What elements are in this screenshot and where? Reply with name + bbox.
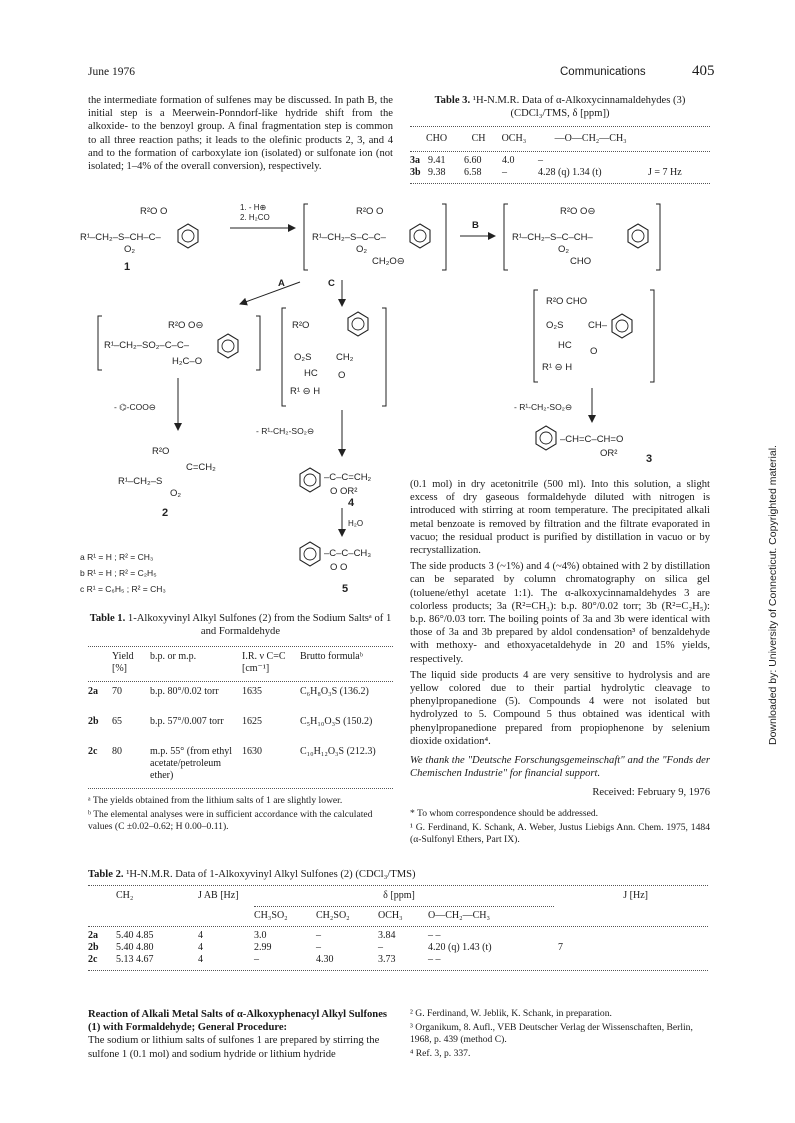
- references: [410, 1008, 710, 1060]
- table-row: 2a 5.40 4.85 4 3.0 – 3.84 – –: [88, 930, 441, 941]
- svg-text:O: O: [338, 370, 346, 381]
- svg-text:–C–C=CH₂: –C–C=CH₂: [324, 472, 372, 483]
- loss-sulfinate: - R¹-CH₂-SO₂⊖: [514, 402, 573, 412]
- procedure-body: The sodium or lithium salts of sulfones 1 are prepared by stirring the sulfone 1 (0.1 mol) and sodium hydride or lithium hydride: [88, 1035, 380, 1060]
- svg-text:O₂: O₂: [124, 244, 136, 255]
- table3-header-row: [410, 133, 710, 145]
- reference-4: ⁴ Ref. 3, p. 337.: [410, 1048, 471, 1059]
- compound4-label: 4: [348, 497, 355, 509]
- svg-text:HC: HC: [304, 368, 318, 379]
- compound1-formula: R¹–CH₂–S–CH–C–: [80, 232, 161, 243]
- header-section: Communications: [560, 66, 646, 78]
- table-row: 2b 65 b.p. 57°/0.007 torr 1625 C₅H₁₀O₃S (150.2): [88, 716, 373, 727]
- table2-subheader: OCH₃: [378, 910, 403, 921]
- svg-text:1. - H⊕: 1. - H⊕: [240, 203, 267, 212]
- table3: [410, 94, 710, 184]
- path-b-label: B: [472, 220, 479, 231]
- svg-text:C=CH₂: C=CH₂: [186, 462, 216, 473]
- svg-text:R¹–CH₂–S–C–CH–: R¹–CH₂–S–C–CH–: [512, 232, 593, 243]
- table2: [88, 868, 708, 971]
- benzene-ring-icon: [536, 426, 556, 450]
- path-a-label: A: [278, 278, 285, 289]
- svg-text:R¹ ⊖ H: R¹ ⊖ H: [542, 362, 573, 373]
- compound2-label: 2: [162, 507, 169, 519]
- benzene-ring-icon: [300, 468, 320, 492]
- substituent-a: a R¹ = H ; R² = CH₃: [80, 552, 154, 562]
- svg-text:H₂C–O: H₂C–O: [172, 356, 203, 367]
- svg-text:R¹ ⊖ H: R¹ ⊖ H: [290, 386, 321, 397]
- svg-text:R²O O⊖: R²O O⊖: [168, 320, 204, 331]
- table3-caption: ¹H-N.M.R. Data of α-Alkoxycinnamaldehydes (3) (CDCl₃/TMS, δ [ppm]): [472, 95, 686, 119]
- header-date: June 1976: [88, 66, 135, 78]
- scheme-lower: [80, 538, 410, 600]
- table2-sub-header-row: [88, 910, 648, 922]
- svg-text:O OR²: O OR²: [330, 486, 358, 497]
- procedure-title: Reaction of Alkali Metal Salts of α-Alkoxyphenacyl Alkyl Sulfones (1) with Formaldehyde; General Procedure:: [88, 1009, 388, 1034]
- table1-header: Yield [%]: [112, 651, 134, 674]
- reference-1: ¹ G. Ferdinand, K. Schank, A. Weber, Justus Liebigs Ann. Chem. 1975, 1484 (α-Sulfonyl Ethers, Part IX).: [410, 821, 710, 845]
- table3-header: OCH₃: [501, 133, 527, 144]
- compound5-label: 5: [342, 583, 349, 595]
- table1-header-row: [88, 651, 393, 675]
- reference-3: ³ Organikum, 8. Aufl., VEB Deutscher Verlag der Wissenschaften, Berlin, 1968, p. 439 (method C).: [410, 1022, 693, 1045]
- table3-header: CHO: [426, 133, 448, 144]
- svg-text:R²O: R²O: [152, 446, 170, 457]
- svg-text:R²O O: R²O O: [356, 206, 384, 217]
- loss-benzoate: - ⌬-COO⊖: [114, 402, 156, 412]
- table1-header: b.p. or m.p.: [150, 651, 197, 662]
- table1-header: I.R. ν C=C [cm⁻¹]: [242, 651, 286, 674]
- svg-text:R¹–CH₂–SO₂–C–C–: R¹–CH₂–SO₂–C–C–: [104, 340, 189, 351]
- svg-text:R²O O: R²O O: [140, 206, 168, 217]
- table3-grid: [410, 133, 710, 145]
- table-row: 2a 70 b.p. 80°/0.02 torr 1635 C₆H₈O₃S (136.2): [88, 686, 369, 697]
- svg-text:OR²: OR²: [600, 448, 618, 459]
- compound3-label: 3: [646, 453, 653, 465]
- table-row: 2c 80 m.p. 55° (from ethyl acetate/petroleum ether) 1630 C₁₀H₁₂O₃S (212.3): [88, 746, 376, 781]
- water-label: H₂O: [348, 519, 364, 528]
- svg-text:O₂S: O₂S: [294, 352, 312, 363]
- table3-header: CH: [471, 133, 486, 144]
- table2-label: Table 2.: [88, 869, 124, 880]
- table1-footnote-a: ᵃ The yields obtained from the lithium salts of 1 are slightly lower.: [88, 795, 343, 806]
- download-notice: Downloaded by: University of Connecticut. Copyrighted material.: [767, 445, 779, 745]
- paragraph: The side products 3 (~1%) and 4 (~4%) obtained with 2 by distillation can be separated by column chromatography on silica gel (toluene/ethyl acetate 1:1). The α-alkoxycinnamaldehydes 3 are colorless products; 3a (R²=CH₃): b.p. 80°/0.02 torr; 3b (R²=C₂H₅): b.p. 86°/0.03 torr. The boiling points of 3a and 3b were identical with those of 3a and 3b prepared by aldol condensation³ of benzaldehyde with methoxy- and ethoxyacetaldehyde in 20 and 15% yields, respectively.: [410, 561, 710, 665]
- table3-label: Table 3.: [434, 95, 471, 106]
- svg-text:CHO: CHO: [570, 256, 592, 267]
- svg-text:O₂: O₂: [558, 244, 570, 255]
- table1: [88, 612, 393, 833]
- intro-paragraph: the intermediate formation of sulfenes may be discussed. In path B, the initial step is a Meerwein-Ponndorf-like hydride shift from the alkoxide- to the benzoyl group. A final fragmentation step is common to all three reaction paths; it leads to the olefinic products 2, 3, and 4 and to the formation of carboxylate ion (isolated) or sulfonate ion (not isolated; 1–4% of the overall conversion), respectively.: [88, 95, 393, 173]
- benzene-ring-icon: [410, 224, 430, 248]
- benzene-ring-icon: [218, 334, 238, 358]
- table2-caption: ¹H-N.M.R. Data of 1-Alkoxyvinyl Alkyl Sulfones (2) (CDCl₃/TMS): [126, 869, 416, 880]
- svg-text:CH–: CH–: [588, 320, 608, 331]
- benzene-ring-icon: [612, 314, 632, 338]
- table2-group-header-row: [88, 890, 648, 902]
- paragraph: (0.1 mol) in dry acetonitrile (500 ml). Into this solution, a slight excess of dry gaseous formaldehyde diluted with nitrogen is introduced with stirring at room temperature. The precipitated alkali metal benzoate is removed by filtration and the filtrate evaporated in vacuo; the residual product is purified by distillation in vacuo or by recrystallization.: [410, 479, 710, 557]
- received-date: Received: February 9, 1976: [592, 787, 710, 799]
- compound1-label: 1: [124, 261, 131, 273]
- paragraph: The liquid side products 4 are very sensitive to hydrolysis and are yellow colored due to their partial hydrolytic cleavage to phenylpropanedione (5). Compounds 4 were not isolated but hydrolyzed to 5. Compound 5 thus obtained was identical with phenylpropanedione prepared from propiophenone by selenium dioxide oxidation⁴.: [410, 669, 710, 747]
- svg-text:2. H₂CO: 2. H₂CO: [240, 213, 270, 222]
- loss-sulfinate: - R¹-CH₂-SO₂⊖: [256, 426, 315, 436]
- svg-text:O: O: [590, 346, 598, 357]
- table2-subheader: CH₃SO₂: [254, 910, 288, 921]
- substituent-b: b R¹ = H ; R² = C₂H₅: [80, 568, 157, 578]
- table-row: 2c 5.13 4.67 4 – 4.30 3.73 – –: [88, 954, 441, 965]
- svg-text:O O: O O: [330, 562, 348, 573]
- benzene-ring-icon: [628, 224, 648, 248]
- table2-subheader: CH₂SO₂: [316, 910, 350, 921]
- benzene-ring-icon: [300, 542, 320, 566]
- svg-text:R¹–CH₂–S–C–C–: R¹–CH₂–S–C–C–: [312, 232, 386, 243]
- table3-header: —O—CH₂—CH₃: [554, 133, 627, 144]
- svg-text:CH₂: CH₂: [336, 352, 354, 363]
- table1-label: Table 1.: [89, 613, 126, 624]
- svg-text:–C–C–CH₃: –C–C–CH₃: [324, 548, 372, 559]
- acknowledgement: We thank the "Deutsche Forschungsgemeinschaft" and the "Fonds der Chemischen Industrie" for financial support.: [410, 755, 710, 780]
- svg-text:R²O CHO: R²O CHO: [546, 296, 588, 307]
- table-row: 3a 9.41 6.60 4.0 –: [410, 155, 543, 166]
- reference-star: * To whom correspondence should be addressed.: [410, 807, 599, 819]
- path-c-label: C: [328, 278, 335, 289]
- benzene-ring-icon: [348, 312, 368, 336]
- table2-header: J AB [Hz]: [198, 890, 239, 901]
- table2-header: δ [ppm]: [383, 890, 415, 901]
- svg-text:R¹–CH₂–S: R¹–CH₂–S: [118, 476, 163, 487]
- benzene-ring-icon: [178, 224, 198, 248]
- table-row: 3b 9.38 6.58 – 4.28 (q) 1.34 (t) J = 7 Hz: [410, 167, 682, 178]
- svg-text:HC: HC: [558, 340, 572, 351]
- table2-header: CH₂: [116, 890, 134, 901]
- right-column: [410, 478, 710, 846]
- svg-text:O₂S: O₂S: [546, 320, 564, 331]
- page-number: 405: [692, 63, 715, 79]
- reference-2: ² G. Ferdinand, W. Jeblik, K. Schank, in preparation.: [410, 1008, 612, 1019]
- table1-caption: 1-Alkoxyvinyl Alkyl Sulfones (2) from the Sodium Saltsᵃ of 1 and Formaldehyde: [127, 613, 392, 637]
- table1-footnote-b: ᵇ The elemental analyses were in sufficient accordance with the calculated values (C ±0.02–0.62; H 0.00–0.11).: [88, 809, 373, 832]
- table-row: 2b 5.40 4.80 4 2.99 – – 4.20 (q) 1.43 (t) 7: [88, 942, 563, 953]
- table1-header: Brutto formulaᵇ: [300, 651, 363, 662]
- procedure: [88, 1008, 393, 1061]
- svg-text:O₂: O₂: [170, 488, 182, 499]
- svg-text:O₂: O₂: [356, 244, 368, 255]
- svg-text:–CH=C–CH=O: –CH=C–CH=O: [560, 434, 624, 445]
- table2-header: J [Hz]: [623, 890, 648, 901]
- substituent-c: c R¹ = C₆H₅ ; R² = CH₃: [80, 584, 166, 594]
- table2-subheader: O—CH₂—CH₃: [428, 910, 490, 921]
- svg-text:R²O: R²O: [292, 320, 310, 331]
- svg-text:CH₂O⊖: CH₂O⊖: [372, 256, 405, 267]
- svg-text:R²O O⊖: R²O O⊖: [560, 206, 596, 217]
